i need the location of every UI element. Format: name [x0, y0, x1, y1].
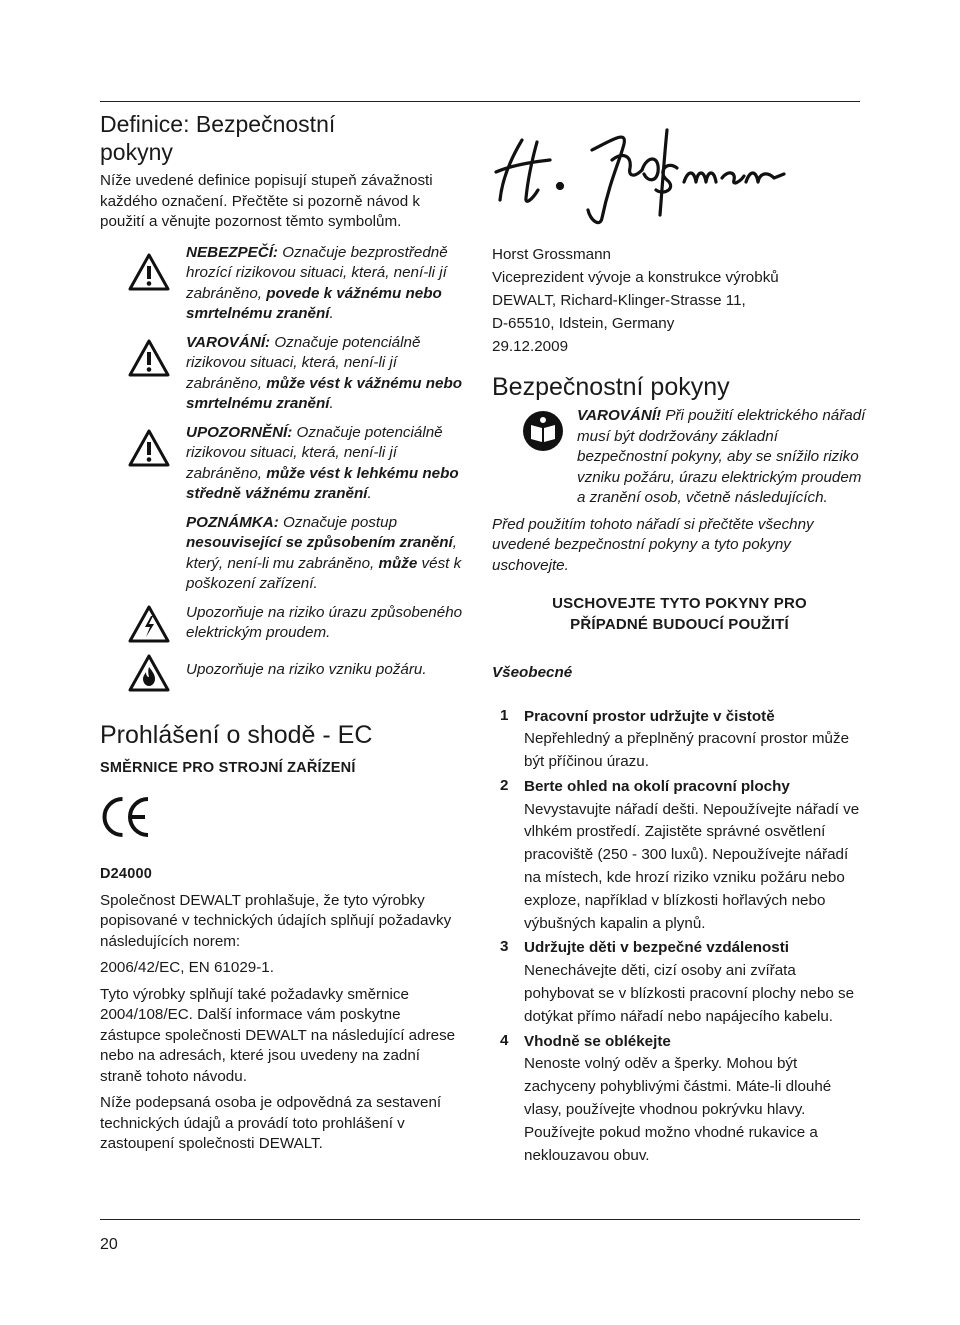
read-manual-warning: VAROVÁNÍ! Při použití elektrického nářadí musí být dodržovány základní bezpečnostní pokyny, aby se snížilo riziko vzniku požáru, úrazu elektrickým proudem a zranění osob, včetně následujících.: [492, 406, 867, 509]
page-number: 20: [100, 1236, 118, 1253]
ec-declaration-title: Prohlášení o shodě - EC: [100, 720, 373, 749]
definition-caution: UPOZORNĚNÍ: Označuje potenciálně rizikovou situaci, která, není-li jí zabráněno, může vést k lehkému nebo středně vážnému zranění.: [100, 423, 465, 505]
warning-triangle-icon: [128, 429, 170, 467]
read-instructions-text: Před použitím tohoto nářadí si přečtěte všechny uvedené bezpečnostní pokyny a tyto pokyny uschovejte.: [492, 515, 814, 574]
fire-hazard-icon: [128, 654, 170, 692]
signatory-name: Horst Grossmann: [492, 246, 612, 263]
definition-electric: Upozorňuje na riziko úrazu způsobeného elektrickým proudem.: [100, 603, 465, 644]
electric-shock-icon: [128, 605, 170, 643]
definitions-title: Definice: Bezpečnostní pokyny: [100, 111, 336, 165]
definition-warning: VAROVÁNÍ: Označuje potenciálně rizikovou situaci, která, není-li jí zabráněno, může vést k vážnému nebo smrtelnému zranění.: [100, 333, 465, 415]
ec-subtitle: SMĚRNICE PRO STROJNÍ ZAŘÍZENÍ: [100, 759, 356, 776]
handwritten-signature: [492, 120, 792, 230]
list-item: 2 Berte ohled na okolí pracovní plochy Nevystavujte nářadí dešti. Nepoužívejte nářadí ve vlhkém prostředí. Zajistěte správné osvětlení pracoviště (250 - 300 luxů). Nepoužívejte nářadí na místech, kde hrozí riziko vzniku požáru nebo exploze, například v blízkosti hořlavých nebo výbušných kapalin a plynů.: [500, 776, 860, 932]
list-item: 3 Udržujte děti v bezpečné vzdálenosti Nenechávejte děti, cizí osoby ani zvířata pohybovat se v blízkosti pracovní plochy nebo se dotýkat přímo nářadí nebo napájecího kabelu.: [500, 938, 855, 1025]
warning-triangle-icon: [128, 253, 170, 291]
signatory-role: Viceprezident vývoje a konstrukce výrobků: [492, 269, 779, 286]
left-column: [100, 110, 465, 1155]
declaration-paragraph-2: 2006/42/EC, EN 61029-1.: [100, 959, 274, 976]
model-number: D24000: [100, 866, 152, 882]
read-manual-icon: [522, 410, 564, 452]
definition-notice: POZNÁMKA: Označuje postup nesouvisející se způsobením zranění, který, není-li mu zabráněno, může vést k poškození zařízení.: [186, 513, 462, 592]
declaration-paragraph-4: Níže podepsaná osoba je odpovědná za sestavení technických údajů a provádí toto prohlášení v zastoupení společnosti DEWALT.: [100, 1094, 442, 1152]
top-rule: [100, 101, 860, 102]
list-item: 4 Vhodně se oblékejte Nenoste volný oděv a šperky. Mohou být zachyceny pohyblivými částmi. Máte-li dlouhé vlasy, používejte vhodnou pokrývku hlavy. Používejte pokud možno vhodné rukavice a neklouzavou obuv.: [500, 1031, 832, 1164]
definition-danger: NEBEZPEČÍ: Označuje bezprostředně hrozící rizikovou situaci, která, není-li jí zabráněno, povede k vážnému nebo smrtelnému zranění.: [100, 243, 465, 325]
signature: [492, 110, 867, 235]
warning-triangle-icon: [128, 339, 170, 377]
address-line-2: D-65510, Idstein, Germany: [492, 315, 675, 332]
declaration-paragraph-3: Tyto výrobky splňují také požadavky směrnice 2004/108/EC. Další informace vám poskytne zástupce společnosti DEWALT na následující adrese nebo na adresách, které jsou uvedeny na zadní straně tohoto návodu.: [100, 985, 456, 1085]
right-column: [492, 110, 867, 1167]
address-line-1: DEWALT, Richard-Klinger-Strasse 11,: [492, 292, 746, 309]
declaration-date: 29.12.2009: [492, 338, 569, 355]
declaration-paragraph-1: Společnost DEWALT prohlašuje, že tyto výrobky popisované v technických údajích splňují požadavky následujících norem:: [100, 891, 452, 950]
ce-mark: [100, 792, 465, 842]
ce-mark-icon: [100, 792, 150, 842]
bottom-rule: [100, 1219, 860, 1220]
safety-instructions-title: Bezpečnostní pokyny: [492, 373, 730, 401]
keep-instructions-notice: USCHOVEJTE TYTO POKYNY PRO PŘÍPADNÉ BUDOUCÍ POUŽITÍ: [552, 595, 807, 633]
general-rules-list: [492, 706, 867, 1168]
definitions-list: [100, 243, 465, 692]
list-item: 1 Pracovní prostor udržujte v čistotě Nepřehledný a přeplněný pracovní prostor může být příčinou úrazu.: [500, 706, 850, 771]
definitions-intro: Níže uvedené definice popisují stupeň závažnosti každého označení. Přečtěte si pozorně návod k použití a věnujte pozornost těmto symbolům.: [100, 172, 433, 230]
general-heading: Všeobecné: [492, 664, 573, 681]
definition-fire: Upozorňuje na riziko vzniku požáru.: [100, 660, 465, 692]
